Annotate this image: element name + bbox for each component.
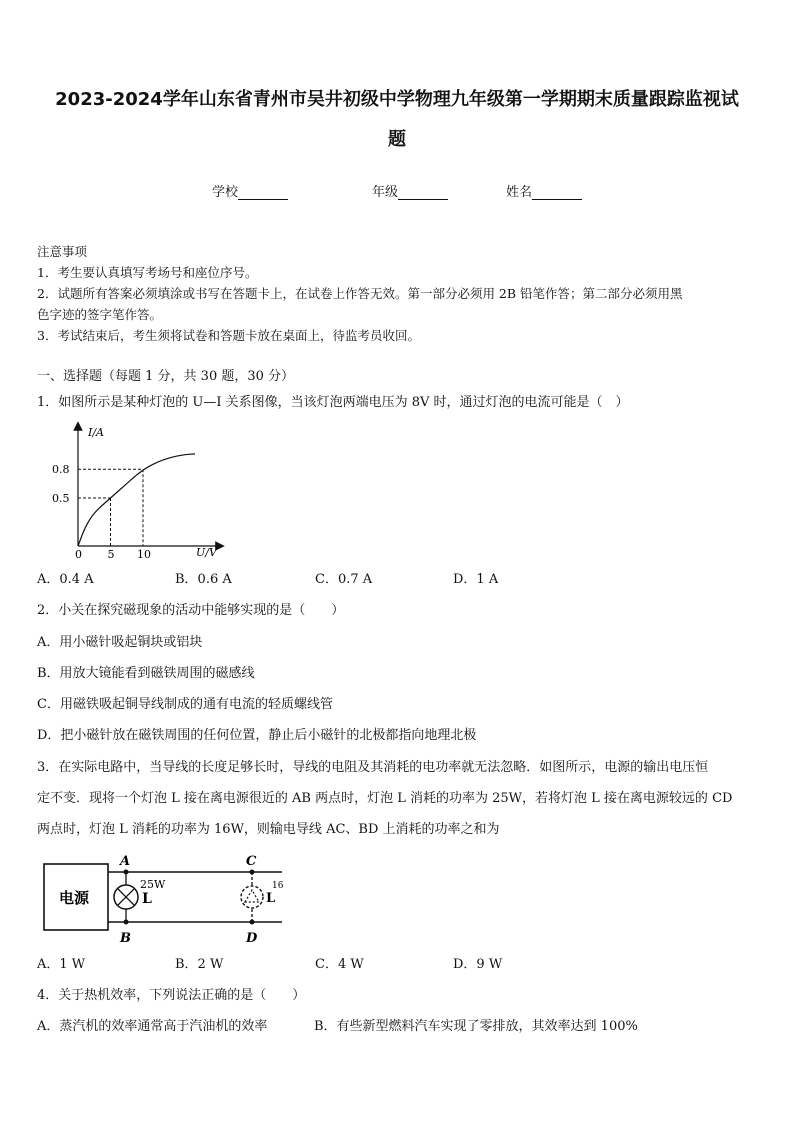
- point-a-label: A: [120, 854, 131, 869]
- q3-option-b[interactable]: B．2 W: [175, 957, 224, 972]
- name-label: 姓名: [506, 185, 533, 200]
- point-d-label: D: [246, 931, 258, 946]
- power-note-cd: 16: [272, 881, 284, 891]
- question-3-stem-line: 3．在实际电路中，当导线的长度足够长时，导线的电阻及其消耗的电功率就无法忽略．如图所示，电源的输出电压恒: [37, 760, 709, 775]
- page-title: 2023-2024学年山东省青州市吴井初级中学物理九年级第一学期期末质量跟踪监视试: [55, 89, 739, 110]
- x-tick-label: 10: [137, 548, 151, 561]
- node-b: [124, 920, 129, 925]
- question-1-stem: 1．如图所示是某种灯泡的 U—I 关系图像，当该灯泡两端电压为 8V 时，通过灯泡的电流可能是（ ）: [37, 395, 629, 410]
- notice-item: 色字迹的签字笔作答。: [37, 307, 163, 322]
- q3-option-d[interactable]: D．9 W: [453, 957, 503, 972]
- q2-option-d[interactable]: D．把小磁针放在磁铁周围的任何位置，静止后小磁针的北极都指向地理北极: [37, 728, 477, 743]
- lamp-cd-label: L: [266, 891, 276, 906]
- grade-field[interactable]: [372, 181, 448, 200]
- question-4-stem: 4．关于热机效率，下列说法正确的是（ ）: [37, 988, 306, 1003]
- name-field[interactable]: [506, 181, 582, 200]
- x-axis-label: U/V: [196, 546, 217, 559]
- ui-chart: [40, 418, 240, 564]
- notice-item: 3．考试结束后，考生须将试卷和答题卡放在桌面上，待监考员收回。: [37, 328, 420, 343]
- lamp-ab-label: L: [142, 891, 152, 907]
- series-line: [78, 454, 195, 546]
- question-3-stem-line: 两点时，灯泡 L 消耗的功率为 16W，则输电导线 AC、BD 上消耗的功率之和为: [37, 822, 500, 837]
- q1-option-b[interactable]: B．0.6 A: [175, 572, 232, 587]
- q4-option-b[interactable]: B．有些新型燃料汽车实现了零排放，其效率达到 100%: [314, 1019, 638, 1034]
- point-c-label: C: [246, 854, 257, 869]
- question-3-stem-line: 定不变．现将一个灯泡 L 接在离电源很近的 AB 两点时，灯泡 L 消耗的功率为 25W，若将灯泡 L 接在离电源较远的 CD: [37, 791, 733, 806]
- section-heading: 一、选择题（每题 1 分，共 30 题，30 分）: [37, 369, 295, 384]
- q2-option-b[interactable]: B．用放大镜能看到磁铁周围的磁感线: [37, 666, 255, 681]
- x-tick-label: 5: [107, 548, 115, 561]
- q1-option-d[interactable]: D．1 A: [453, 572, 499, 587]
- x-tick-label: 0: [75, 548, 82, 561]
- y-axis-label: I/A: [88, 426, 104, 439]
- school-label: 学校: [212, 185, 239, 200]
- q1-option-c[interactable]: C．0.7 A: [315, 572, 373, 587]
- y-tick-label: 0.8: [52, 463, 70, 477]
- q1-option-a[interactable]: A．0.4 A: [37, 572, 94, 587]
- notice-heading: 注意事项: [37, 244, 88, 259]
- power-note-ab: 25W: [140, 878, 166, 891]
- power-source-label: 电源: [59, 889, 90, 907]
- node-a: [124, 870, 129, 875]
- q3-option-a[interactable]: A．1 W: [37, 957, 86, 972]
- notice-item: 1．考生要认真填写考场号和座位序号。: [37, 265, 258, 280]
- school-field[interactable]: [212, 181, 288, 200]
- q2-option-c[interactable]: C．用磁铁吸起铜导线制成的通有电流的轻质螺线管: [37, 697, 333, 712]
- point-b-label: B: [120, 931, 131, 946]
- notice-item: 2．试题所有答案必须填涂或书写在答题卡上，在试卷上作答无效。第一部分必须用 2B 铅笔作答；第二部分必须用黑: [37, 286, 683, 301]
- grade-blank[interactable]: [398, 186, 448, 200]
- circuit-diagram: [40, 850, 290, 946]
- school-blank[interactable]: [238, 186, 288, 200]
- grade-label: 年级: [372, 185, 399, 200]
- question-2-stem: 2．小关在探究磁现象的活动中能够实现的是（ ）: [37, 603, 345, 618]
- q4-option-a[interactable]: A．蒸汽机的效率通常高于汽油机的效率: [37, 1019, 268, 1034]
- q2-option-a[interactable]: A．用小磁针吸起铜块或铝块: [37, 635, 203, 650]
- y-tick-label: 0.5: [52, 492, 70, 505]
- page-title-continued: 题: [388, 129, 406, 150]
- node-c: [250, 870, 255, 875]
- q3-option-c[interactable]: C．4 W: [315, 957, 364, 972]
- node-d: [250, 920, 255, 925]
- name-blank[interactable]: [532, 186, 582, 200]
